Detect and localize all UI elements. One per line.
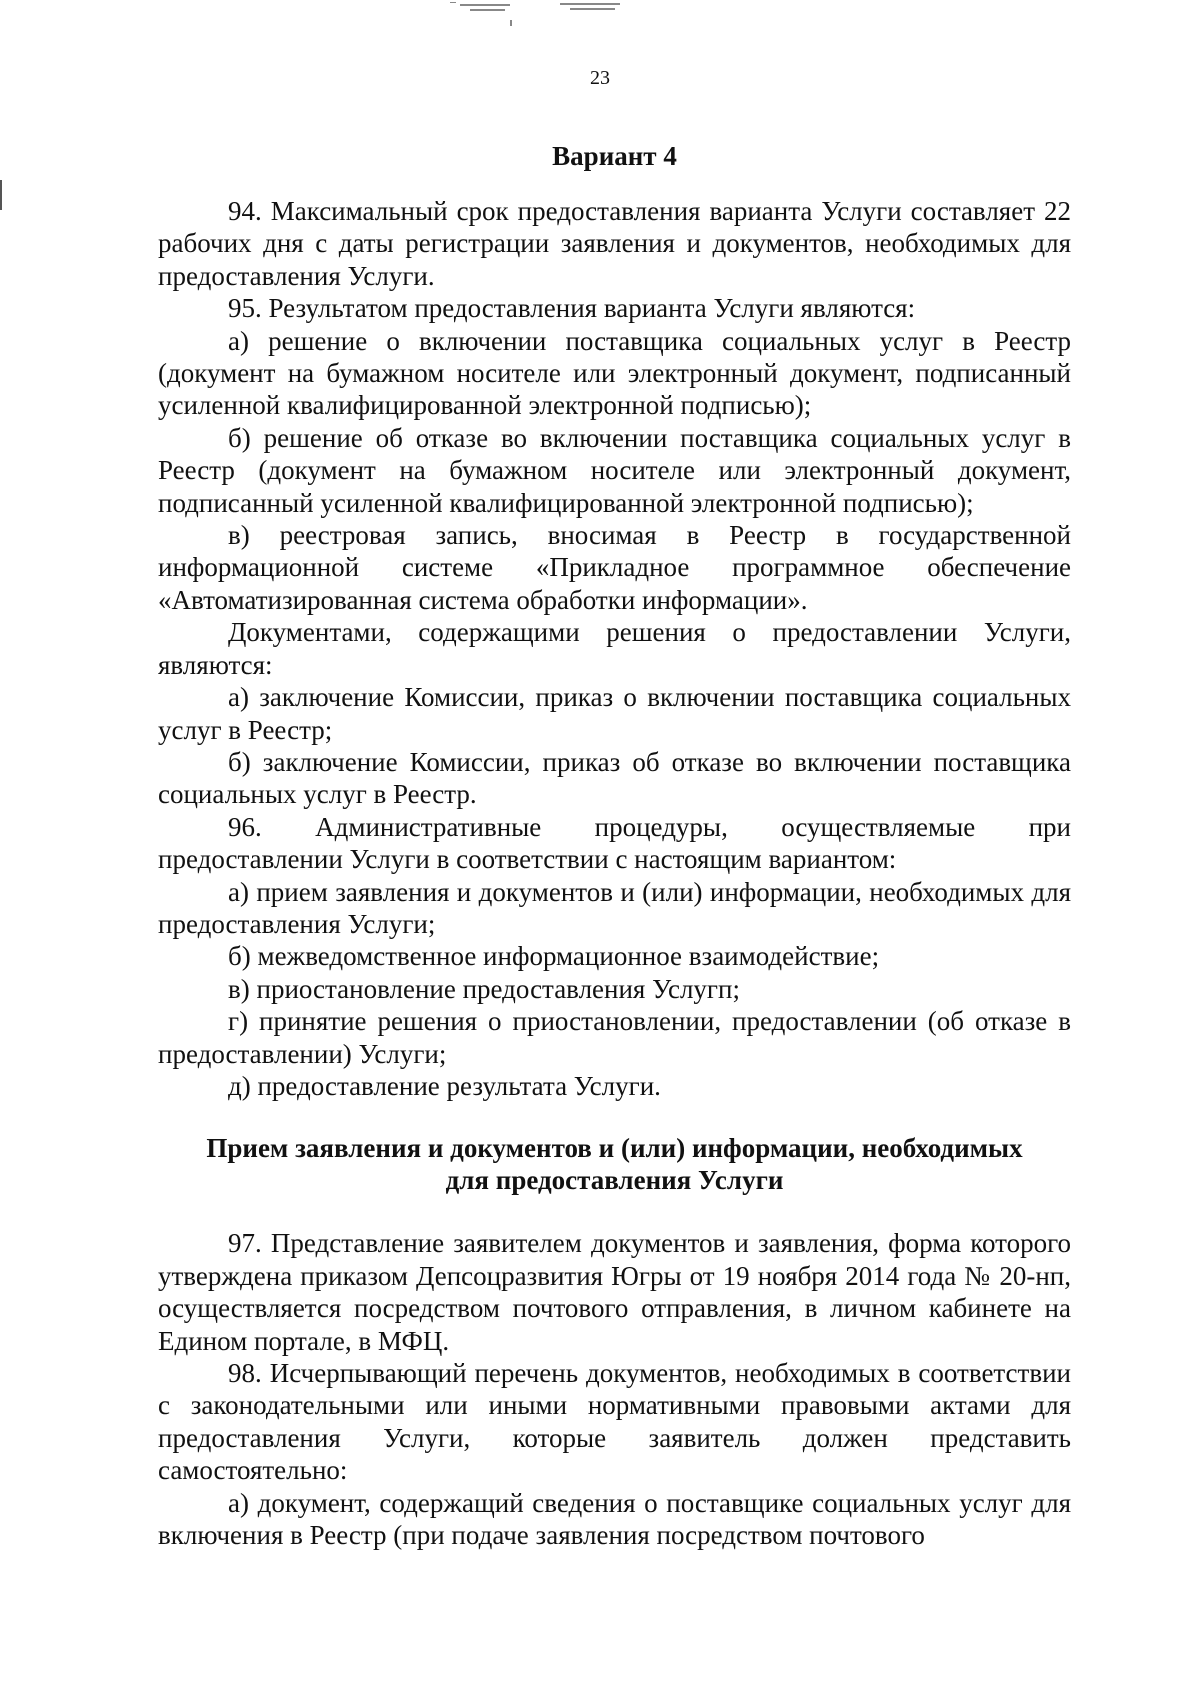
paragraph-96: 96. Административные процедуры, осуществляемые при предоставлении Услуги в соответствии с настоящим вариантом: <box>158 811 1071 875</box>
scan-edge-mark <box>0 180 2 210</box>
document-body <box>158 140 1071 1551</box>
paragraph-94: 94. Максимальный срок предоставления варианта Услуги составляет 22 рабочих дня с даты регистрации заявления и документов, необходимых для предоставления Услуги. <box>158 196 1071 291</box>
paragraphs-block-1 <box>158 195 1071 1102</box>
paragraph-97: 97. Представление заявителем документов и заявления, форма которого утверждена приказом Депсоцразвития Югры от 19 ноября 2014 года № 20-нп, осуществляется посредством почтового отправления, в личном кабинете на Едином портале, в МФЦ. <box>158 1228 1071 1356</box>
paragraphs-block-2 <box>158 1227 1071 1551</box>
paragraph-95-b: б) решение об отказе во включении поставщика социальных услуг в Реестр (документ на бумажном носителе или электронный документ, подписанный усиленной квалифицированной электронной подписью); <box>158 422 1071 518</box>
section-heading-line-1: Прием заявления и документов и (или) информации, необходимых <box>206 1133 1023 1164</box>
paragraph-96-b: б) межведомственное информационное взаимодействие; <box>228 941 880 972</box>
scan-noise-marks <box>450 0 730 40</box>
paragraph-95: 95. Результатом предоставления варианта Услуги являются: <box>228 293 916 324</box>
paragraph-95-a: а) решение о включении поставщика социальных услуг в Реестр (документ на бумажном носителе или электронный документ, подписанный усиленной квалифицированной электронной подписью); <box>158 325 1071 421</box>
paragraph-documents-b: б) заключение Комиссии, приказ об отказе во включении поставщика социальных услуг в Реестр. <box>158 746 1071 810</box>
paragraph-98: 98. Исчерпывающий перечень документов, необходимых в соответствии с законодательными или иными нормативными правовыми актами для предоставления Услуги, которые заявитель должен представить самостоятельно: <box>158 1358 1071 1486</box>
paragraph-98-a: а) документ, содержащий сведения о поставщике социальных услуг для включения в Реестр (при подаче заявления посредством почтового <box>158 1487 1071 1551</box>
page-number: 23 <box>590 67 610 89</box>
paragraph-96-d: д) предоставление результата Услуги. <box>228 1070 661 1101</box>
variant-heading: Вариант 4 <box>552 141 677 171</box>
paragraph-documents: Документами, содержащими решения о предоставлении Услуги, являются: <box>158 617 1071 680</box>
section-heading-line-2: для предоставления Услуги <box>445 1165 784 1196</box>
paragraph-95-v: в) реестровая запись, вносимая в Реестр в государственной информационной системе «Прикладное программное обеспечение «Автоматизированная система обработки информации». <box>158 520 1071 615</box>
paragraph-documents-a: а) заключение Комиссии, приказ о включении поставщика социальных услуг в Реестр; <box>158 682 1071 745</box>
paragraph-96-g: г) принятие решения о приостановлении, предоставлении (об отказе в предоставлении) Услуги; <box>158 1006 1071 1069</box>
paragraph-96-v: в) приостановление предоставления Услугп; <box>228 973 740 1004</box>
paragraph-96-a: а) прием заявления и документов и (или) информации, необходимых для предоставления Услуги; <box>158 876 1071 939</box>
section-heading <box>158 1132 1071 1196</box>
